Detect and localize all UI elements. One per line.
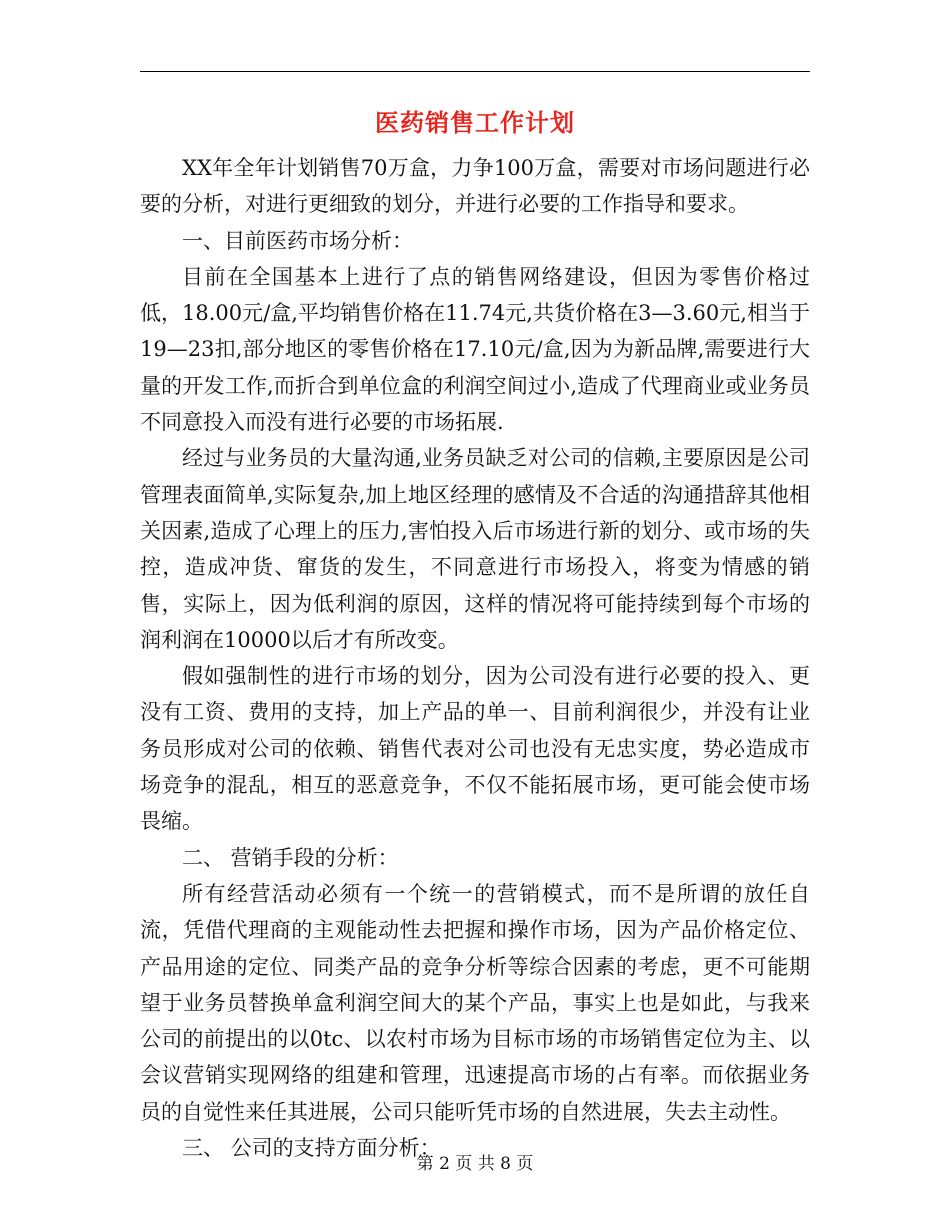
section-heading-3: 三、 公司的支持方面分析： bbox=[182, 1136, 441, 1161]
section-heading-2: 二、 营销手段的分析： bbox=[182, 845, 399, 870]
paragraph-intro: XX年全年计划销售70万盒，力争100万盒，需要对市场问题进行必要的分析，对进行更细致的划分，并进行必要的工作指导和要求。 bbox=[140, 156, 810, 217]
section-heading-1: 一、目前医药市场分析： bbox=[182, 228, 413, 253]
page-footer: 第 2 页 共 8 页 bbox=[416, 1154, 534, 1174]
document-title: 医药销售工作计划 bbox=[375, 108, 575, 137]
document-body bbox=[140, 150, 810, 1166]
paragraph-market-analysis: 目前在全国基本上进行了点的销售网络建设，但因为零售价格过低，18.00元/盒,平均销售价格在11.74元,共货价格在3—3.60元,相当于19—23扣,部分地区的零售价格在17.10元/盒,因为为新品牌,需要进行大量的开发工作,而折合到单位盒的利润空间过小,造成了代理商业或业务员不同意投入而没有进行必要的市场拓展. bbox=[140, 264, 810, 435]
paragraph-marketing-means: 所有经营活动必须有一个统一的营销模式，而不是所谓的放任自流，凭借代理商的主观能动性去把握和操作市场，因为产品价格定位、产品用途的定位、同类产品的竞争分析等综合因素的考虑，更不可能期望于业务员替换单盒利润空间大的某个产品，事实上也是如此，与我来公司的前提出的以0tc、以农村市场为目标市场的市场销售定位为主、以会议营销实现网络的组建和管理，迅速提高市场的占有率。而依据业务员的自觉性来任其进展，公司只能听凭市场的自然进展，失去主动性。 bbox=[140, 881, 810, 1124]
header-rule bbox=[140, 71, 810, 72]
paragraph-communication: 经过与业务员的大量沟通,业务员缺乏对公司的信赖,主要原因是公司管理表面简单,实际复杂,加上地区经理的感情及不合适的沟通措辞其他相关因素,造成了心理上的压力,害怕投入后市场进行新的划分、或市场的失控，造成冲货、窜货的发生，不同意进行市场投入，将变为情感的销售，实际上，因为低利润的原因，这样的情况将可能持续到每个市场的润利润在10000以后才有所改变。 bbox=[140, 446, 810, 652]
paragraph-market-division: 假如强制性的进行市场的划分，因为公司没有进行必要的投入、更没有工资、费用的支持，加上产品的单一、目前利润很少，并没有让业务员形成对公司的依赖、销售代表对公司也没有无忠实度，势必造成市场竞争的混乱，相互的恶意竞争，不仅不能拓展市场，更可能会使市场畏缩。 bbox=[140, 664, 810, 834]
